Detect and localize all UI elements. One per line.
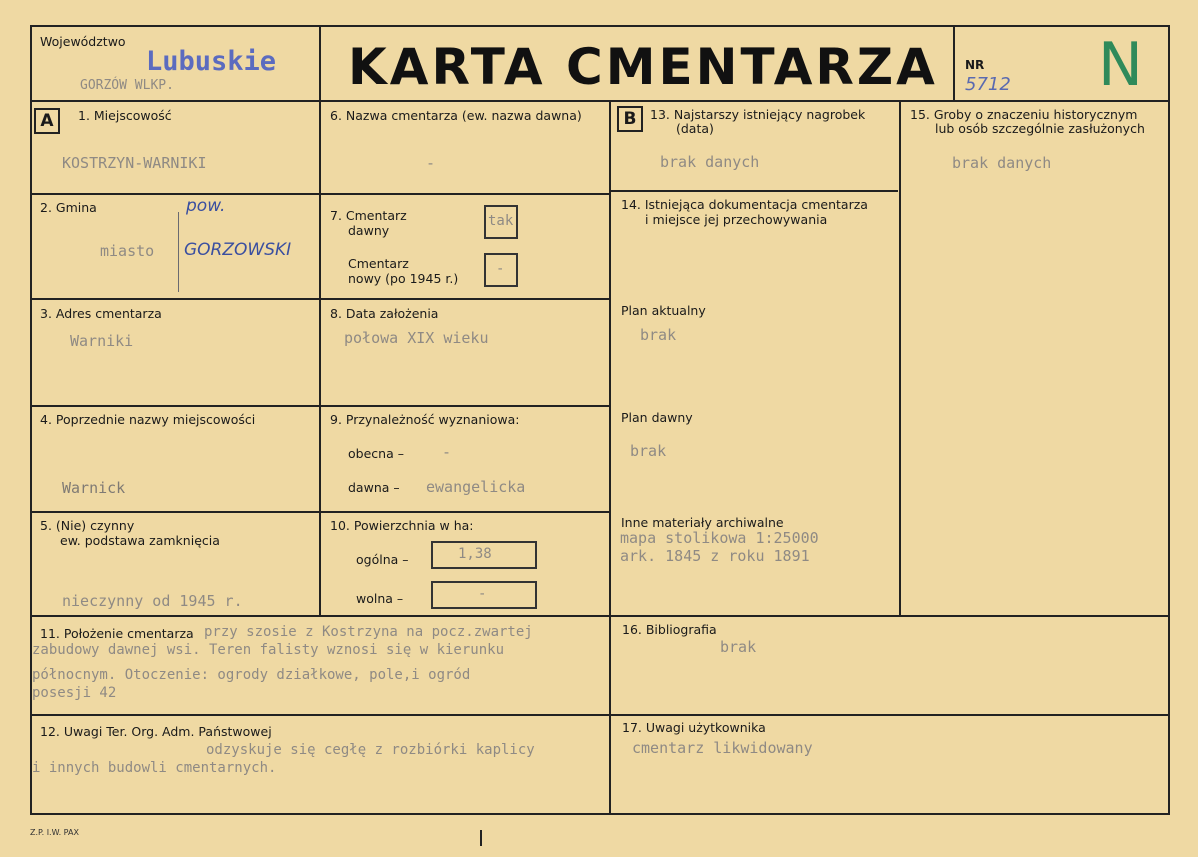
field-16-value: brak — [720, 638, 757, 656]
field-11-line-4: posesji 42 — [32, 685, 117, 701]
field-9-obecna-label: obecna – — [348, 446, 404, 461]
field-10-ogolna-value: 1,38 — [458, 546, 492, 562]
row-divider-3 — [30, 405, 610, 407]
field-17-label: 17. Uwagi użytkownika — [622, 720, 766, 735]
row-divider-2 — [30, 298, 610, 300]
wojewodztwo-label: Województwo — [40, 34, 126, 49]
field-2-pen-stroke — [178, 212, 179, 292]
field-3-label: 3. Adres cmentarza — [40, 306, 162, 321]
field-12-line-2: i innych budowli cmentarnych. — [32, 760, 277, 776]
field-12-line-1: odzyskuje się cegłę z rozbiórki kaplicy — [206, 742, 535, 758]
page-title: KARTA CMENTARZA — [348, 38, 938, 96]
field-6-value: - — [426, 154, 436, 172]
header-divider-left — [319, 25, 321, 101]
field-15-label-1: 15. Groby o znaczeniu historycznym — [910, 107, 1138, 122]
wojewodztwo-stamp: Lubuskie — [146, 46, 277, 77]
field-9-label: 9. Przynależność wyznaniowa: — [330, 412, 520, 427]
field-12-label: 12. Uwagi Ter. Org. Adm. Państwowej — [40, 724, 272, 739]
field-9-obecna-value: - — [442, 443, 452, 461]
field-7-nowy-value: - — [496, 261, 505, 277]
field-17-value: cmentarz likwidowany — [632, 739, 813, 757]
field-10-ogolna-label: ogólna – — [356, 552, 409, 567]
nr-value: 5712 — [965, 74, 1011, 95]
field-11-label: 11. Położenie cmentarza — [40, 626, 194, 641]
inne-materialy-line-1: mapa stolikowa 1:25000 — [620, 529, 819, 547]
field-5-value: nieczynny od 1945 r. — [62, 592, 243, 610]
col-divider-1 — [319, 100, 321, 616]
tick-mark — [480, 830, 482, 846]
header-divider-right — [953, 25, 955, 101]
field-8-value: połowa XIX wieku — [344, 329, 489, 347]
category-mark: N — [1098, 30, 1143, 100]
field-11-line-1: przy szosie z Kostrzyna na pocz.zwartej — [204, 624, 533, 640]
header-divider — [30, 100, 1170, 102]
field-13-label-1: 13. Najstarszy istniejący nagrobek — [650, 107, 866, 122]
printer-mark: Z.P. I.W. PAX — [30, 828, 79, 837]
field-5-label-1: 5. (Nie) czynny — [40, 518, 135, 533]
inne-materialy-label: Inne materiały archiwalne — [621, 515, 784, 530]
wojewodztwo-typed: GORZÓW WLKP. — [80, 78, 174, 93]
field-7-dawny-value: tak — [488, 213, 514, 229]
field-9-dawna-value: ewangelicka — [426, 478, 526, 496]
field-6-label: 6. Nazwa cmentarza (ew. nazwa dawna) — [330, 108, 582, 123]
field-11-line-3: północnym. Otoczenie: ogrody działkowe, pole,i ogród — [32, 667, 471, 683]
field-7-label-nowy-2: nowy (po 1945 r.) — [348, 271, 459, 286]
field-4-value: Warnick — [62, 479, 126, 497]
field-5-label-2: ew. podstawa zamknięcia — [60, 533, 220, 548]
plan-aktualny-label: Plan aktualny — [621, 303, 706, 318]
field-7-label-nowy-1: Cmentarz — [348, 256, 409, 271]
field-2-label: 2. Gmina — [40, 200, 97, 215]
row-divider-6 — [30, 714, 1170, 716]
field-10-wolna-label: wolna – — [356, 591, 404, 606]
field-4-label: 4. Poprzednie nazwy miejscowości — [40, 412, 256, 427]
field-8-label: 8. Data założenia — [330, 306, 439, 321]
field-16-label: 16. Bibliografia — [622, 622, 717, 637]
field-7-label-dawny-2: dawny — [348, 223, 390, 238]
row-divider-1 — [30, 193, 610, 195]
field-9-dawna-label: dawna – — [348, 480, 400, 495]
field-1-value: KOSTRZYN-WARNIKI — [62, 154, 207, 172]
nr-label: NR — [965, 58, 985, 72]
plan-dawny-label: Plan dawny — [621, 410, 693, 425]
field-2-value: miasto — [100, 242, 155, 260]
field-2-hand-top: pow. — [186, 196, 226, 216]
field-13-value: brak danych — [660, 153, 760, 171]
row-divider-13-14 — [610, 190, 898, 192]
field-1-label: 1. Miejscowość — [78, 108, 172, 123]
section-b-marker: B — [617, 106, 643, 132]
field-7-label-dawny-1: 7. Cmentarz — [330, 208, 407, 223]
inne-materialy-line-2: ark. 1845 z roku 1891 — [620, 547, 810, 565]
field-10-wolna-value: - — [478, 586, 487, 602]
field-11-line-2: zabudowy dawnej wsi. Teren falisty wznosi się w kierunku — [32, 642, 505, 658]
row-divider-5 — [30, 615, 1170, 617]
plan-dawny-value: brak — [630, 442, 667, 460]
field-14-label-2: i miejsce jej przechowywania — [645, 212, 828, 227]
field-13-label-2: (data) — [676, 121, 714, 136]
field-3-value: Warniki — [70, 332, 134, 350]
field-14-label-1: 14. Istniejąca dokumentacja cmentarza — [621, 197, 868, 212]
field-15-value: brak danych — [952, 154, 1052, 172]
section-a-marker: A — [34, 108, 60, 134]
plan-aktualny-value: brak — [640, 326, 677, 344]
col-divider-3 — [899, 100, 901, 615]
field-10-label: 10. Powierzchnia w ha: — [330, 518, 474, 533]
col-divider-2 — [609, 100, 611, 815]
row-divider-4 — [30, 511, 610, 513]
field-15-label-2: lub osób szczególnie zasłużonych — [935, 121, 1145, 136]
field-2-hand-value: GORZOWSKI — [184, 240, 292, 260]
